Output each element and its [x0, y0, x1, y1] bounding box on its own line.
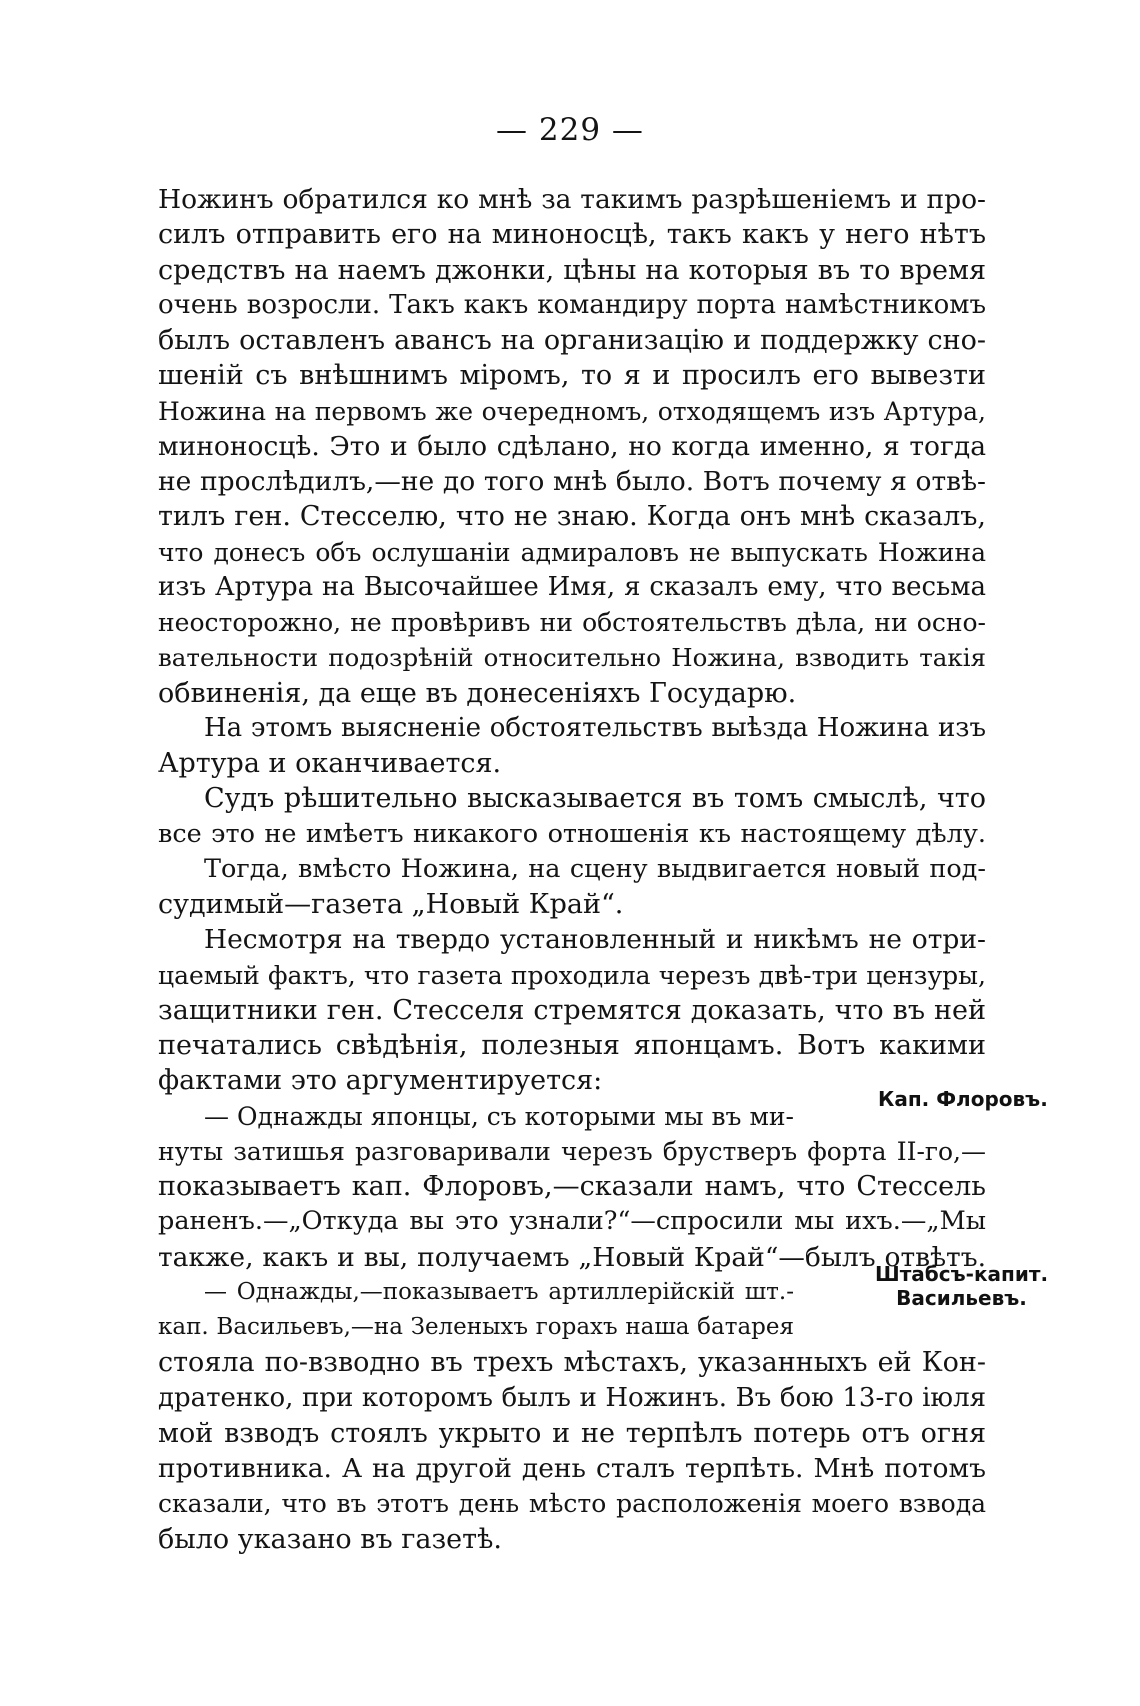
text-line: показываетъ кап. Флоровъ,—сказали намъ, что Стессель: [158, 1171, 986, 1202]
text-line: миноносцѣ. Это и было сдѣлано, но когда именно, я тогда: [158, 430, 986, 462]
text-line: былъ оставленъ авансъ на организацію и поддержку сно-: [158, 325, 986, 356]
text-line: стояла по-взводно въ трехъ мѣстахъ, указанныхъ ей Кон-: [158, 1347, 986, 1379]
text-line: На этомъ выясненіе обстоятельствъ выѣзда Ножина изъ: [204, 712, 986, 743]
text-line: шеній съ внѣшнимъ міромъ, то я и просилъ его вывезти: [158, 360, 986, 392]
text-line: — Однажды японцы, съ которыми мы въ ми-: [204, 1101, 794, 1131]
text-line: не прослѣдилъ,—не до того мнѣ было. Вотъ почему я отвѣ-: [158, 466, 986, 497]
text-line: сказали, что въ этотъ день мѣсто расположенія моего взвода: [158, 1489, 986, 1519]
text-line: Несмотря на твердо установленный и никѣмъ не отри-: [204, 924, 986, 956]
text-line: очень возросли. Такъ какъ командиру порта намѣстникомъ: [158, 289, 986, 320]
text-line: мой взводъ стоялъ укрыто и не терпѣлъ потерь отъ огня: [158, 1417, 986, 1449]
text-line: неосторожно, не провѣривъ ни обстоятельствъ дѣла, ни осно-: [158, 608, 986, 637]
text-line: обвиненія, да еще въ донесеніяхъ Государю.: [158, 677, 797, 709]
text-line: Тогда, вмѣсто Ножина, на сцену выдвигается новый под-: [204, 853, 986, 884]
page-number: — 229 —: [496, 112, 644, 148]
text-line: защитники ген. Стесселя стремятся доказать, что въ ней: [158, 994, 986, 1026]
text-line: кап. Васильевъ,—на Зеленыхъ горахъ наша батарея: [158, 1314, 794, 1340]
text-line: изъ Артура на Высочайшее Имя, я сказалъ ему, что весьма: [158, 571, 986, 602]
text-line: все это не имѣетъ никакого отношенія къ настоящему дѣлу.: [158, 818, 986, 849]
text-line: Ножинъ обратился ко мнѣ за такимъ разрѣшеніемъ и про-: [158, 184, 986, 215]
text-line: также, какъ и вы, получаемъ „Новый Край“—былъ отвѣтъ.: [158, 1241, 986, 1273]
text-line: вательности подозрѣній относительно Ножина, взводить такія: [158, 643, 986, 673]
text-line: печатались свѣдѣнія, полезныя японцамъ. Вотъ какими: [158, 1030, 986, 1061]
text-line: было указано въ газетѣ.: [158, 1523, 502, 1555]
body-text: [158, 182, 986, 1557]
text-line: тилъ ген. Стесселю, что не знаю. Когда онъ мнѣ сказалъ,: [158, 501, 986, 533]
margin-note-name: Васильевъ.: [896, 1286, 1027, 1310]
text-line: что донесъ объ ослушаніи адмираловъ не выпускать Ножина: [158, 537, 986, 567]
margin-note-florov: Кап. Флоровъ.: [878, 1087, 1048, 1111]
text-line: судимый—газета „Новый Край“.: [158, 889, 624, 920]
text-line: Ножина на первомъ же очередномъ, отходящемъ изъ Артура,: [158, 396, 986, 426]
text-line: цаемый фактъ, что газета проходила черезъ двѣ-три цензуры,: [158, 960, 986, 990]
text-line: противника. А на другой день сталъ терпѣть. Мнѣ потомъ: [158, 1453, 986, 1484]
margin-note-rank: Штабсъ-капит.: [875, 1262, 1049, 1286]
margin-note-vasiliev: [875, 1262, 1048, 1310]
text-line: средствъ на наемъ джонки, цѣны на которыя въ то время: [158, 254, 986, 286]
text-line: Артура и оканчивается.: [158, 748, 502, 779]
text-line: фактами это аргументируется:: [158, 1065, 603, 1097]
text-line: раненъ.—„Откуда вы это узнали?“—спросили мы ихъ.—„Мы: [158, 1206, 986, 1237]
text-line: дратенко, при которомъ былъ и Ножинъ. Въ бою 13-го іюля: [158, 1382, 986, 1413]
text-line: нуты затишья разговаривали черезъ брустверъ форта II-го,—: [158, 1136, 986, 1166]
text-line: силъ отправить его на миноносцѣ, такъ какъ у него нѣтъ: [158, 219, 986, 251]
text-line: — Однажды,—показываетъ артиллерійскій шт.-: [204, 1278, 794, 1305]
text-line: Судъ рѣшительно высказывается въ томъ смыслѣ, что: [204, 783, 986, 815]
